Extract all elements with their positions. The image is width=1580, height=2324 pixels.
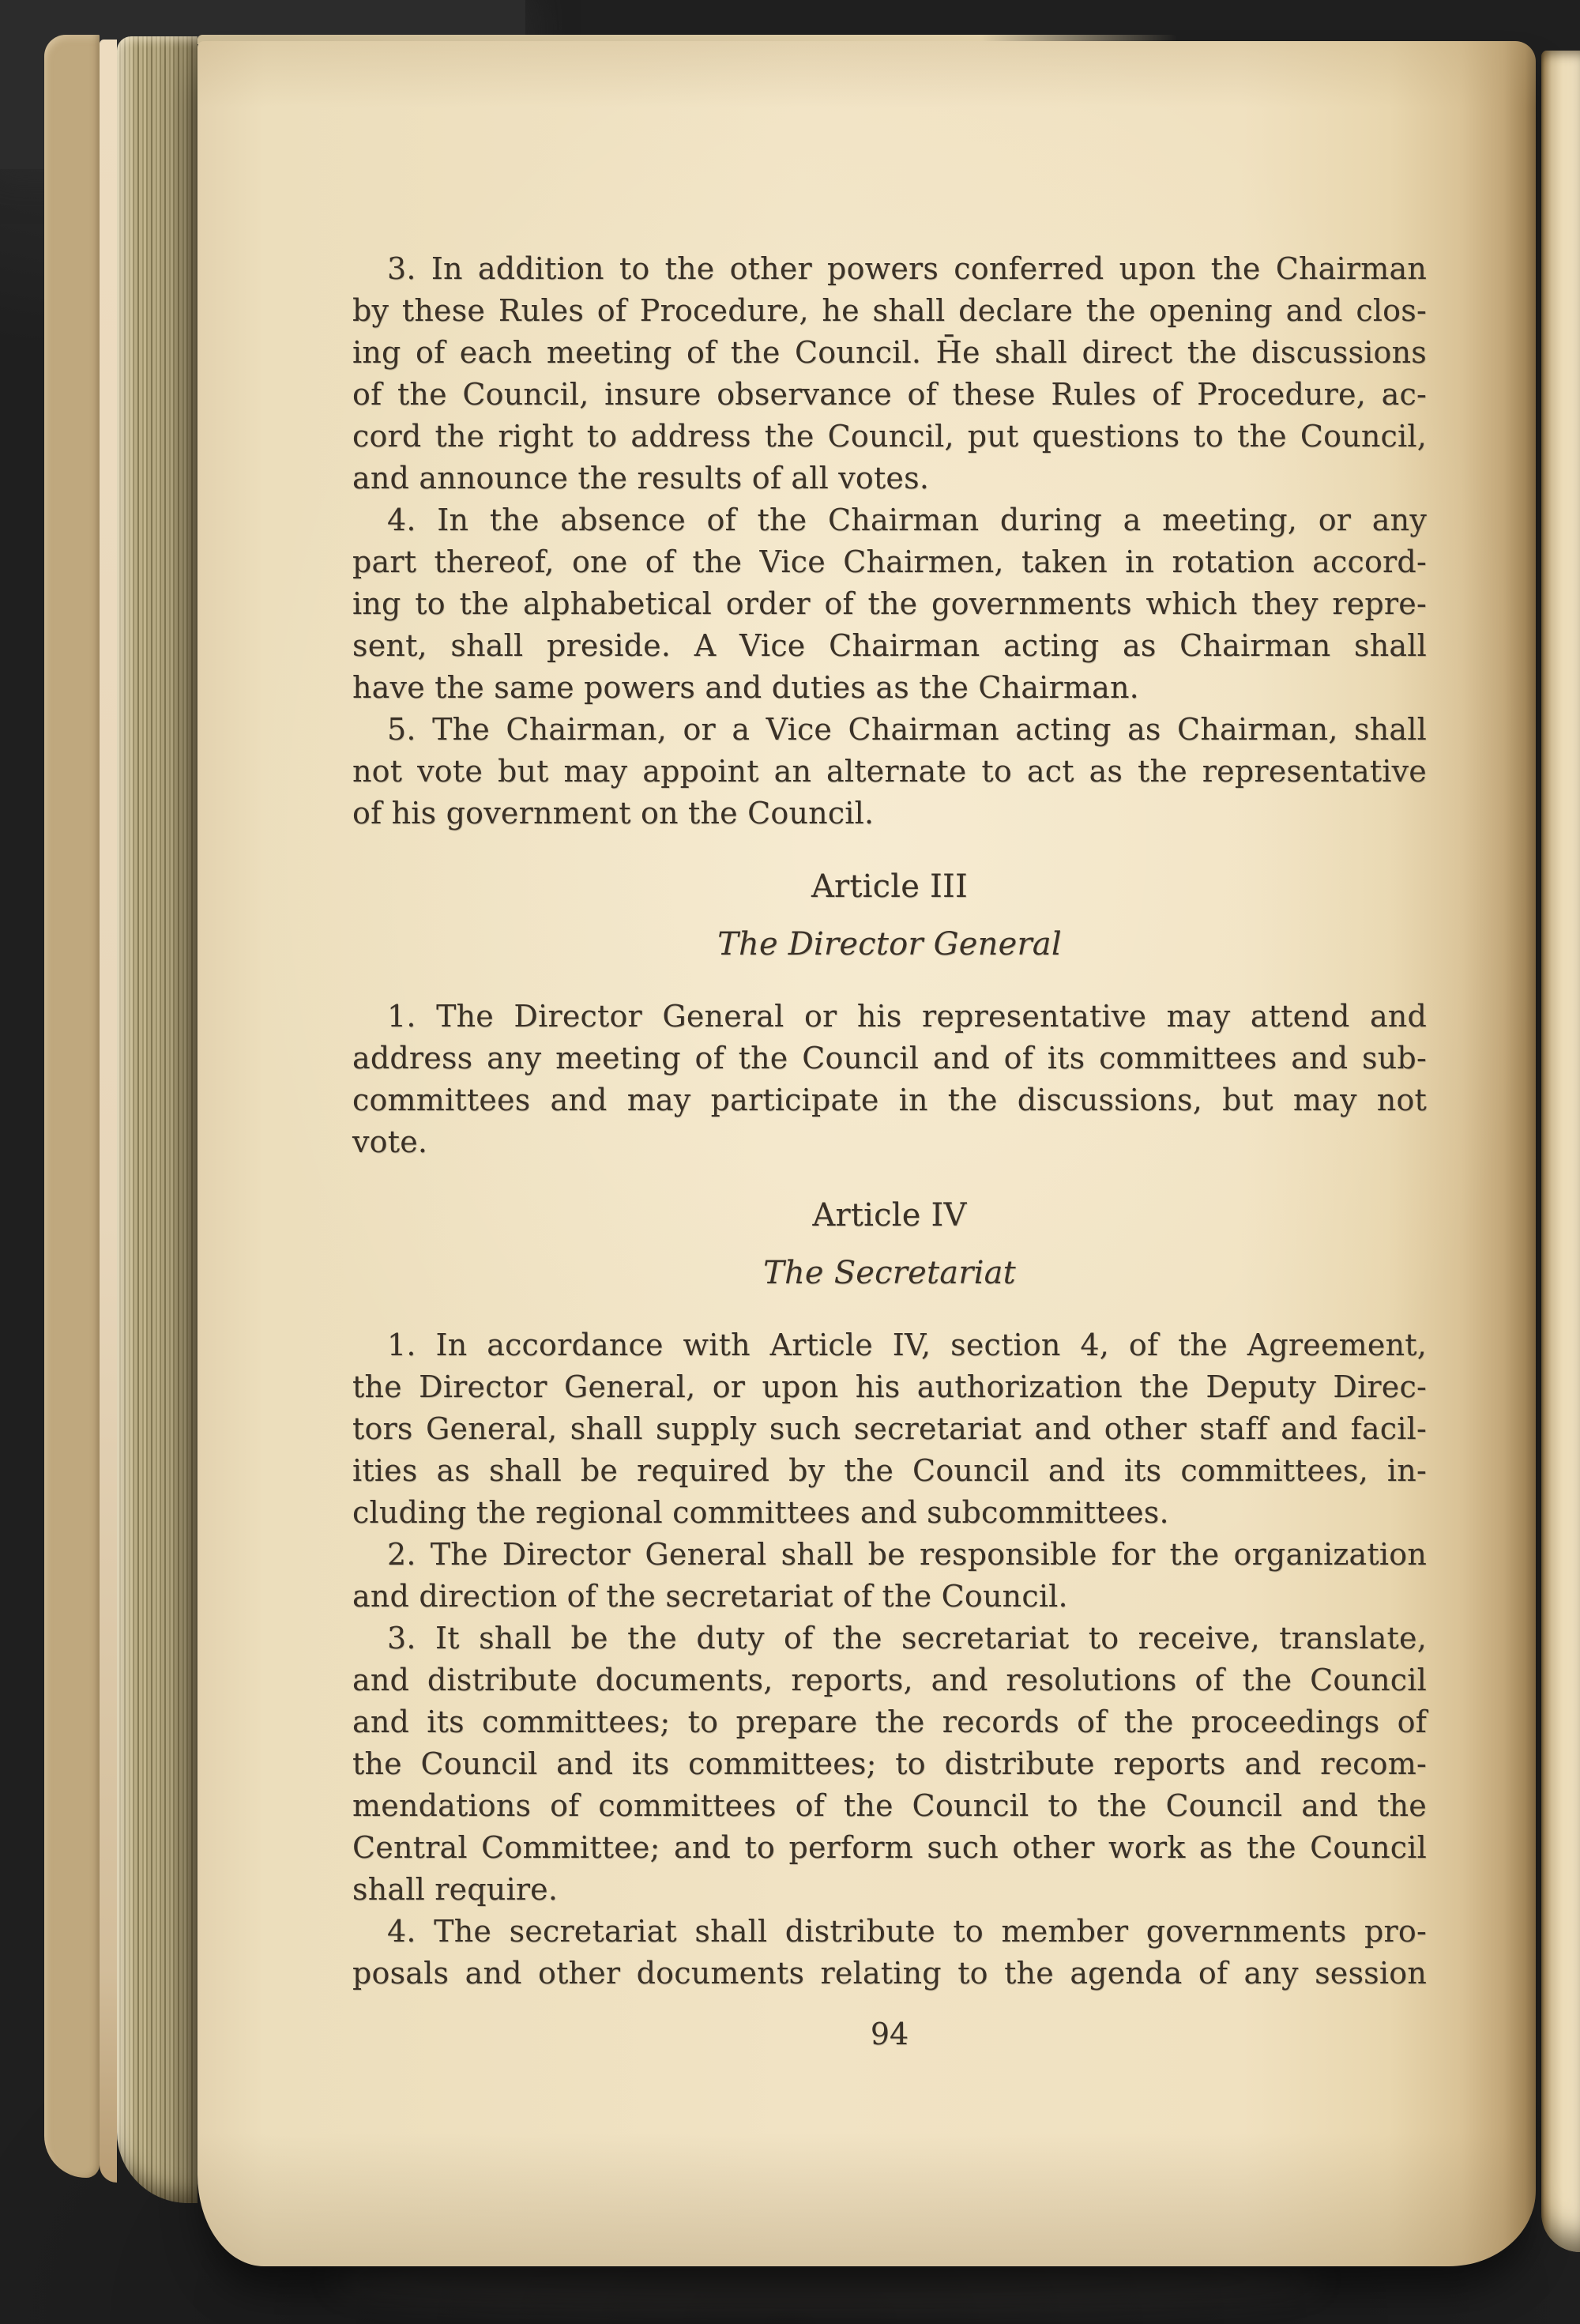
paragraph xyxy=(352,1911,1427,1994)
text-line: 3. In addition to the other powers conferred upon the Chairman xyxy=(387,251,1427,286)
text-line: mendations of committees of the Council to the Council and the xyxy=(352,1788,1427,1823)
paragraph xyxy=(352,1534,1427,1618)
text-line: vote. xyxy=(352,1124,428,1159)
text-line: sent, shall preside. A Vice Chairman acting as Chairman shall xyxy=(352,628,1427,663)
page-content xyxy=(352,248,1427,1994)
paragraph xyxy=(352,1618,1427,1911)
text-line: the Council and its committees; to distribute reports and recom- xyxy=(352,1746,1427,1781)
text-line: 2. The Director General shall be responsible for the organization xyxy=(387,1537,1427,1572)
text-line: 5. The Chairman, or a Vice Chairman acting as Chairman, shall xyxy=(387,712,1427,747)
text-line: not vote but may appoint an alternate to act as the representative xyxy=(352,754,1427,789)
text-line: shall require. xyxy=(352,1872,559,1907)
text-line: address any meeting of the Council and of its committees and sub- xyxy=(352,1041,1427,1075)
article-subheading: The Secretariat xyxy=(763,1255,1016,1291)
text-line: ing to the alphabetical order of the governments which they repre- xyxy=(352,586,1427,621)
paragraph xyxy=(352,499,1427,709)
text-line: of his government on the Council. xyxy=(352,796,875,831)
text-line: cord the right to address the Council, put questions to the Council, xyxy=(352,419,1427,454)
text-line: committees and may participate in the discussions, but may not xyxy=(352,1083,1427,1117)
text-line: and announce the results of all votes. xyxy=(352,461,930,495)
text-line: and distribute documents, reports, and resolutions of the Council xyxy=(352,1663,1427,1697)
page-stack-edges xyxy=(117,36,198,2203)
text-line: ities as shall be required by the Council and its committees, in- xyxy=(352,1453,1427,1488)
endpaper-edge xyxy=(100,40,117,2183)
book-page xyxy=(198,41,1536,2266)
text-line: of the Council, insure observance of these Rules of Procedure, ac- xyxy=(352,377,1427,412)
text-line: and direction of the secretariat of the Council. xyxy=(352,1579,1068,1614)
text-line: Central Committee; and to perform such other work as the Council xyxy=(352,1830,1427,1865)
paragraph xyxy=(352,709,1427,834)
text-line: by these Rules of Procedure, he shall declare the opening and clos- xyxy=(352,293,1427,328)
text-line: cluding the regional committees and subcommittees. xyxy=(352,1495,1169,1530)
page-number: 94 xyxy=(870,2017,909,2051)
text-line: tors General, shall supply such secretariat and other staff and facil- xyxy=(352,1411,1427,1446)
text-line: the Director General, or upon his authorization the Deputy Direc- xyxy=(352,1369,1427,1404)
paragraph xyxy=(352,1324,1427,1534)
text-line: ing of each meeting of the Council. H̄e shall direct the discussions xyxy=(352,335,1427,370)
text-line: 1. The Director General or his representative may attend and xyxy=(387,999,1427,1034)
facing-page-sliver xyxy=(1541,51,1580,2252)
text-line: 4. In the absence of the Chairman during a meeting, or any xyxy=(387,503,1427,537)
book-cover-edge xyxy=(44,35,100,2178)
article-subheading: The Director General xyxy=(717,926,1062,962)
paragraph xyxy=(352,996,1427,1163)
text-line: part thereof, one of the Vice Chairmen, taken in rotation accord- xyxy=(352,544,1427,579)
text-line: 1. In accordance with Article IV, section 4, of the Agreement, xyxy=(387,1328,1427,1362)
text-line: have the same powers and duties as the Chairman. xyxy=(352,670,1139,705)
text-line: posals and other documents relating to the agenda of any session xyxy=(352,1956,1427,1991)
article-heading: Article III xyxy=(811,868,969,905)
text-line: 4. The secretariat shall distribute to member governments pro- xyxy=(387,1914,1427,1949)
text-line: and its committees; to prepare the records of the proceedings of xyxy=(352,1704,1427,1739)
paragraph xyxy=(352,248,1427,499)
text-line: 3. It shall be the duty of the secretariat to receive, translate, xyxy=(387,1621,1427,1655)
article-heading: Article IV xyxy=(812,1197,967,1234)
